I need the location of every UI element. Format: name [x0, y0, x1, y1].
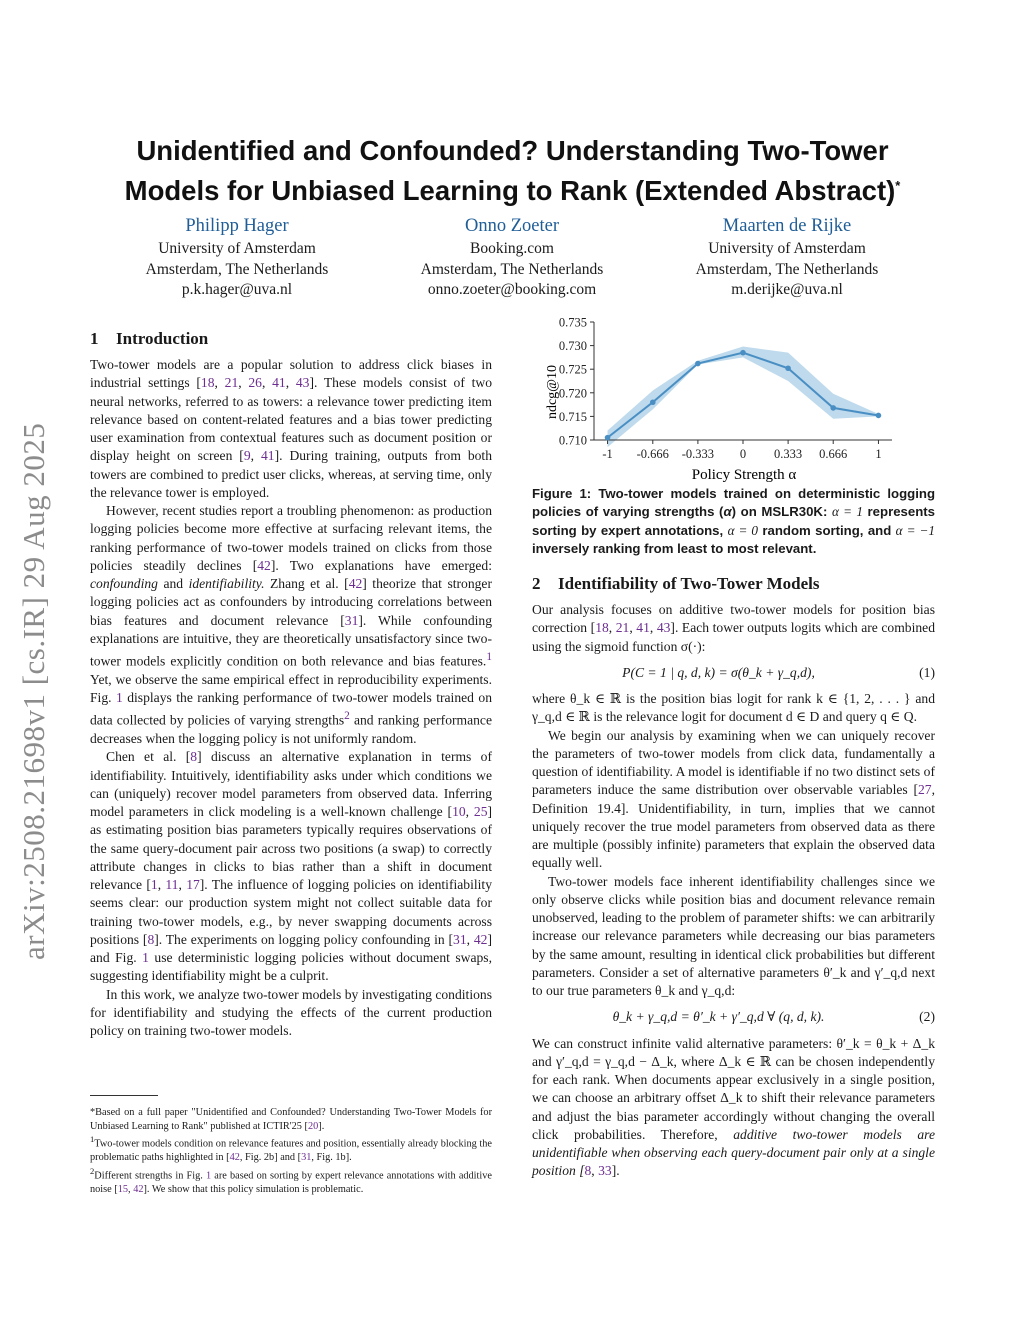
x-tick-label: 0.333 [774, 447, 803, 461]
footnotes [90, 1095, 492, 1196]
confidence-band [608, 347, 879, 448]
citation-link[interactable]: 21 [224, 375, 239, 391]
x-tick-label: -1 [602, 447, 613, 461]
author-block-1 [107, 214, 367, 301]
citation-link[interactable]: 42 [348, 576, 363, 591]
citation-link[interactable]: 43 [295, 375, 310, 391]
data-point [785, 365, 791, 371]
citation-link[interactable]: 18 [595, 620, 609, 636]
citation-link[interactable]: 20 [307, 1120, 319, 1132]
citation-link[interactable]: 9 [243, 448, 251, 464]
data-point [740, 350, 746, 356]
x-tick-label: 0 [739, 447, 747, 461]
paragraph: Two-tower models are a popular solution to address click biases in industrial settings [18, 21, 26, 41, 43]. These models consist of two neural networks, referred to as towers: a relevance tower predicting item relevance based on content-related features and a bias tower predicting user examination from contextual features such as document position or display height on screen [9, 41]. During training, outputs from both towers are combined to predict user clicks, whereas, at serving time, only the relevance tower is employed. [90, 357, 493, 500]
figure-link[interactable]: 1 [115, 690, 123, 706]
author-name[interactable]: Philipp Hager [185, 216, 289, 236]
author-block-2 [382, 214, 642, 301]
title-line-1: Unidentified and Confounded? Understanding Two-Tower [136, 135, 889, 166]
author-block-3 [657, 214, 917, 301]
author-name[interactable]: Maarten de Rijke [722, 216, 852, 236]
paragraph: In this work, we analyze two-tower models by investigating conditions for identifiability and studying the effects of the current production policy on training two-tower models. [90, 986, 492, 1039]
y-tick-label: 0.715 [558, 409, 587, 424]
citation-link[interactable]: 42 [257, 557, 271, 573]
citation-link[interactable]: 18 [200, 375, 215, 391]
y-tick-label: 0.730 [558, 339, 587, 354]
data-point [876, 413, 882, 419]
y-tick-label: 0.720 [558, 386, 587, 401]
citation-link[interactable]: 42 [133, 1183, 144, 1195]
citation-link[interactable]: 31 [453, 931, 467, 947]
citation-link[interactable]: 41 [636, 620, 650, 636]
author-affiliation: University of Amsterdam [158, 240, 316, 257]
paragraph: However, recent studies report a troubling phenomenon: as production logging policies become more effective at surfacing relevant items, the ranking performance of two-tower models trained on clicks from those policies steadily declines [42]. Two explanations have emerged: confounding and identifiability. Zhang et al. [42] theorize that stronger logging policies act as confounders by introducing correlations between bias features and document relevance [31]. While confounding explanations are intuitive, they are theoretically unsatisfactory since two-tower models explicitly condition on both relevance and bias features.$^1$ Yet, we observe the same empirical effect in reproducibility experiments. Fig. 1 displays the ranking performance of two-tower models trained on data collected by policies of varying strengths$^2$ and ranking performance decreases when the logging policy is not uniformly random. [90, 503, 493, 747]
paragraph: Two-tower models face inherent identifiability challenges since we only observe clicks while position bias and document relevance remain unobserved, leading to the problem of parameter shifts: we can arbitrarily increase our relevance parameters while decreasing our bias parameters by the same amount, resulting in identical click probabilities but different parameters. Consider a set of alternative parameters θ′_k and γ′_q,d next to our true parameters θ_k and γ_q,d: [532, 873, 935, 999]
section-2-heading: 2 Identifiability of Two-Tower Models [532, 574, 820, 594]
right-column [532, 485, 935, 1181]
y-axis-label: ndcg@10 [545, 364, 560, 420]
equation-2: θ_k + γ_q,d = θ′_k + γ′_q,d ∀ (q, d, k). (2) [612, 1009, 935, 1025]
figure-link[interactable]: 1 [142, 950, 149, 966]
citation-link[interactable]: 31 [344, 612, 359, 628]
figure-link[interactable]: 1 [205, 1170, 212, 1182]
citation-link[interactable]: 43 [656, 620, 671, 636]
paragraph: Chen et al. [8] discuss an alternative explanation in terms of identifiability. Intuitively, identifiability asks under which conditions we can (uniquely) recover model parameters from observed data. Inferring model parameters in click modeling is a well-known challenge [10, 25] as estimating position bias parameters typically requires observations of the same query-document pair across two positions (a swap) to correctly attribute changes in clicks to bias rather than a shift in document relevance [1, 11, 17]. The influence of logging policies on identifiability seems clear: our production system might not collect suitable data for training two-tower models, e.g., by never swapping documents across positions [8]. The experiments on logging policy confounding in [31, 42] and Fig. 1 use deterministic logging policies without document swaps, suggesting identifiability might be a culprit. [90, 749, 493, 984]
section-1-heading: 1 Introduction [90, 329, 209, 348]
author-email[interactable]: p.k.hager@uva.nl [181, 281, 293, 298]
footnote-link[interactable]: 1 [486, 651, 492, 663]
x-tick-label: 0.666 [819, 447, 848, 461]
citation-link[interactable]: 21 [615, 620, 630, 636]
citation-link[interactable]: 10 [452, 804, 466, 820]
figure-1-caption: Figure 1: Two-tower models trained on deterministic logging policies of varying strengths (α) on MSLR30K: α = 1 represents sorting by expert annotations, α = 0 random sorting, and α = −1 inversely ranking from least to most relevant. [532, 486, 936, 556]
data-point [830, 405, 836, 411]
left-column [90, 328, 492, 1040]
citation-link[interactable]: 41 [260, 448, 275, 464]
citation-link[interactable]: 8 [190, 749, 198, 765]
x-tick-label: 1 [875, 447, 882, 461]
citation-link[interactable]: 25 [473, 804, 488, 820]
author-location: Amsterdam, The Netherlands [420, 260, 604, 278]
citation-link[interactable]: 31 [301, 1152, 312, 1164]
citation-link[interactable]: 42 [473, 931, 488, 947]
footnote-2: $^2$Different strengths in Fig. 1 are based on sorting by expert relevance annotations with additive noise [15, 42]. We show that this policy simulation is problematic. [90, 1165, 492, 1195]
title-footnote-mark: * [895, 178, 901, 193]
data-point [695, 361, 701, 367]
paper-title [90, 133, 935, 208]
x-tick-label: -0.666 [636, 447, 669, 461]
author-affiliation: University of Amsterdam [708, 240, 866, 257]
title-line-2: Models for Unbiased Learning to Rank (Extended Abstract) [124, 175, 896, 207]
citation-link[interactable]: 41 [272, 375, 286, 391]
x-axis-label: Policy Strength α [691, 467, 797, 483]
footnote-link[interactable]: 2 [344, 710, 350, 723]
y-tick-label: 0.735 [558, 315, 587, 330]
author-location: Amsterdam, The Netherlands [695, 260, 879, 278]
author-email[interactable]: m.derijke@uva.nl [731, 281, 843, 298]
citation-link[interactable]: 8 [147, 931, 155, 947]
citation-link[interactable]: 1 [150, 877, 158, 893]
citation-link[interactable]: 8 [584, 1163, 592, 1179]
citation-link[interactable]: 26 [248, 375, 262, 391]
citation-link[interactable]: 27 [918, 782, 932, 798]
citation-link[interactable]: 11 [165, 877, 179, 893]
author-email[interactable]: onno.zoeter@booking.com [427, 281, 597, 298]
citation-link[interactable]: 17 [186, 877, 200, 893]
line-chart-svg [532, 310, 932, 488]
author-location: Amsterdam, The Netherlands [145, 260, 329, 278]
footnote-1: $^1$Two-tower models condition on relevance features and position, essentially already blocking the problematic paths highlighted in [42, Fig. 2b] and [31, Fig. 1b]. [90, 1134, 492, 1164]
citation-link[interactable]: 15 [117, 1183, 129, 1195]
footnote-star: *Based on a full paper "Unidentified and Confounded? Understanding Two-Tower Models for Unbiased Learning to Rank" published at ICTIR'25 [20]. [90, 1107, 492, 1132]
x-tick-label: -0.333 [681, 447, 715, 461]
data-point [650, 399, 656, 405]
equation-1: P(C = 1 | q, d, k) = σ(θ_k + γ_q,d), (1) [622, 664, 935, 680]
data-point [605, 435, 611, 441]
arxiv-identifier: arXiv:2508.21698v1 [cs.IR] 29 Aug 2025 [16, 422, 51, 960]
figure-1-chart [532, 310, 932, 488]
footnote-rule [90, 1095, 158, 1096]
author-name[interactable]: Onno Zoeter [464, 216, 559, 236]
y-tick-label: 0.725 [558, 362, 587, 377]
citation-link[interactable]: 33 [598, 1163, 612, 1179]
citation-link[interactable]: 42 [229, 1152, 240, 1164]
y-tick-label: 0.710 [558, 433, 587, 448]
paragraph: where θ_k ∈ ℝ is the position bias logit for rank k ∈ {1, 2, . . . } and γ_q,d ∈ ℝ is the relevance logit for document d ∈ D and query q ∈ Q. [532, 691, 935, 725]
paragraph: We can construct infinite valid alternative parameters: θ′_k = θ_k + Δ_k and γ′_q,d = γ_q,d − Δ_k, where Δ_k ∈ ℝ can be chosen independently for each rank. When documents appear exclusively in a single position, we can choose an arbitrary offset Δ_k to shift their relevance parameters and adjust the bias parameter accordingly without changing the overall click probabilities. Therefore, additive two-tower models are unidentifiable when observing each query-document pair only at a single position [8, 33]. [532, 1035, 935, 1179]
paragraph: Our analysis focuses on additive two-tower models for position bias correction [18, 21, 41, 43]. Each tower outputs logits which are combined using the sigmoid function σ(·): [532, 602, 936, 654]
author-affiliation: Booking.com [470, 240, 554, 257]
paragraph: We begin our analysis by examining when we can uniquely recover the parameters of two-tower models from click data, fundamentally a question of identifiability. A model is identifiable if no two distinct sets of parameters induce the same distribution over observable variables [27, Definition 19.4]. Unidentifiability, in turn, implies that we cannot uniquely recover the true model parameters from observed data as there are multiple (possibly infinite) parameters that explain the observed data equally well. [532, 727, 935, 871]
